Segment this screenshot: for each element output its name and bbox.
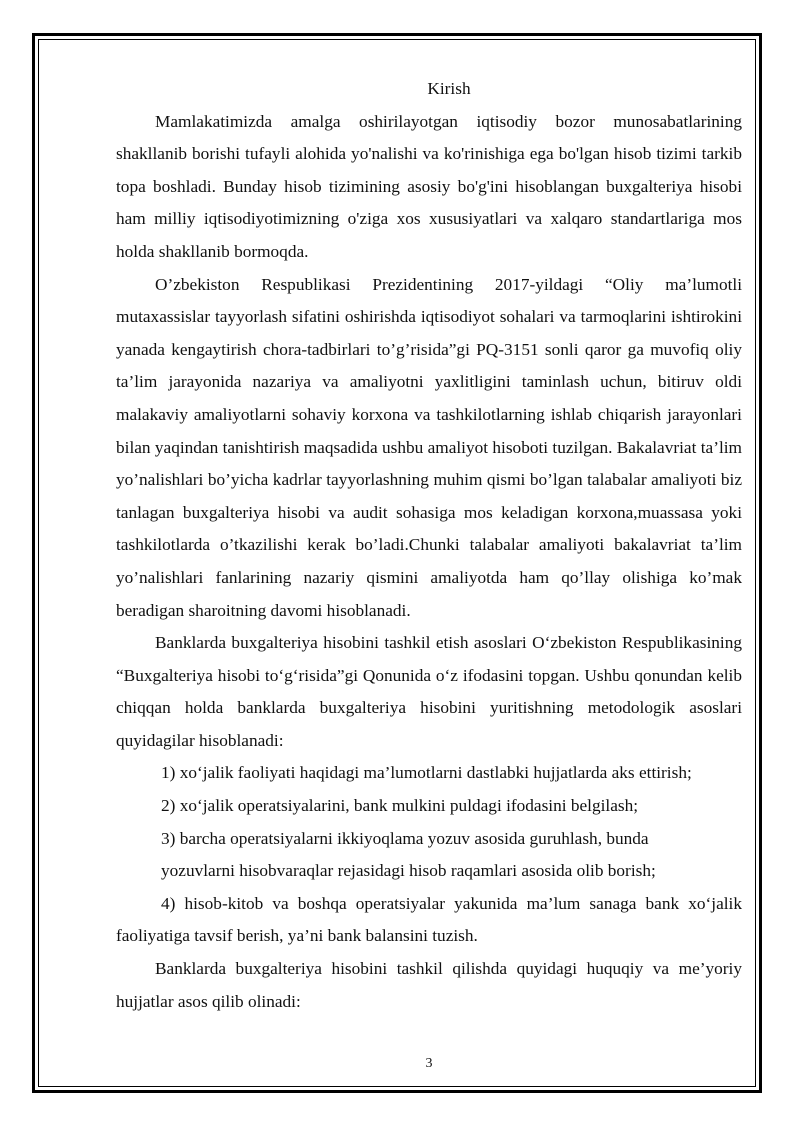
list-item: 3) barcha operatsiyalarni ikkiyoqlama yozuv asosida guruhlash, bunda	[161, 828, 649, 848]
paragraph-banks-basis: Banklarda buxgalteriya hisobini tashkil etish asoslari O‘zbekiston Respublikasining “Buxgalteriya hisobi to‘g‘risida”gi Qonunida o‘z ifodasini topgan. Ushbu qonundan kelib chiqqan holda banklarda buxgalteriya hisobini yuritishning metodologik asoslari quyidagilar hisoblanadi:	[116, 633, 742, 750]
list-item: 1) xo‘jalik faoliyati haqidagi ma’lumotlarni dastlabki hujjatlarda aks ettirish;	[161, 763, 692, 783]
list-item-continuation: yozuvlarni hisobvaraqlar rejasidagi hisob raqamlari asosida olib borish;	[161, 861, 656, 881]
paragraph-intro: Mamlakatimizda amalga oshirilayotgan iqtisodiy bozor munosabatlarining shakllanib borishi tufayli alohida yo'nalishi va ko'rinishiga ega bo'lgan hisob tizimi tarkib topa boshladi. Bunday hisob tizimining asosiy bo'g'ini hisoblangan buxgalteriya hisobi ham milliy iqtisodiyotimizning o'ziga xos xususiyatlari va xalqaro standartlariga mos holda shakllanib bormoqda.	[116, 111, 742, 261]
paragraph-decree: O’zbekiston Respublikasi Prezidentining 2017-yildagi “Oliy ma’lumotli mutaxassislar tayyorlash sifatini oshirishda iqtisodiyot sohalari va tarmoqlarini ishtirokini yanada kengaytirish chora-tadbirlari to’g’risida”gi PQ-3151 sonli qaror ga muvofiq oliy ta’lim jarayonida nazariya va amaliyotni yaxlitligini taminlash uchun, bitiruv oldi malakaviy amaliyotlarni sohaviy korxona va tashkilotlarning ishlab chiqarish jarayonlari bilan yaqindan tanishtirish maqsadida ushbu amaliyot hisoboti tuzilgan. Bakalavriat ta’lim yo’nalishlari bo’yicha kadrlar tayyorlashning muhim qismi bo’lgan talabalar amaliyoti biz tanlagan buxgalteriya hisobi va audit sohasiga mos keladigan korxona,muassasa yoki tashkilotlarda o’tkazilishi kerak bo’ladi.Chunki talabalar amaliyoti bakalavriat ta’lim yo’nalishlari fanlarining nazariy qismini amaliyotda ham qo’llay olishiga ko’mak beradigan sharoitning davomi hisoblanadi.	[116, 274, 742, 620]
list-item: 2) xo‘jalik operatsiyalarini, bank mulkini puldagi ifodasini belgilash;	[161, 796, 639, 816]
section-title: Kirish	[427, 79, 471, 98]
page-number: 3	[425, 1056, 433, 1071]
paragraph-closing: Banklarda buxgalteriya hisobini tashkil qilishda quyidagi huquqiy va me’yoriy hujjatlar asos qilib olinadi:	[116, 959, 742, 1011]
document-body	[116, 73, 742, 1018]
list-item: 4) hisob-kitob va boshqa operatsiyalar yakunida ma’lum sanaga bank xo‘jalik faoliyatiga tavsif berish, ya’ni bank balansini tuzish.	[116, 893, 742, 946]
